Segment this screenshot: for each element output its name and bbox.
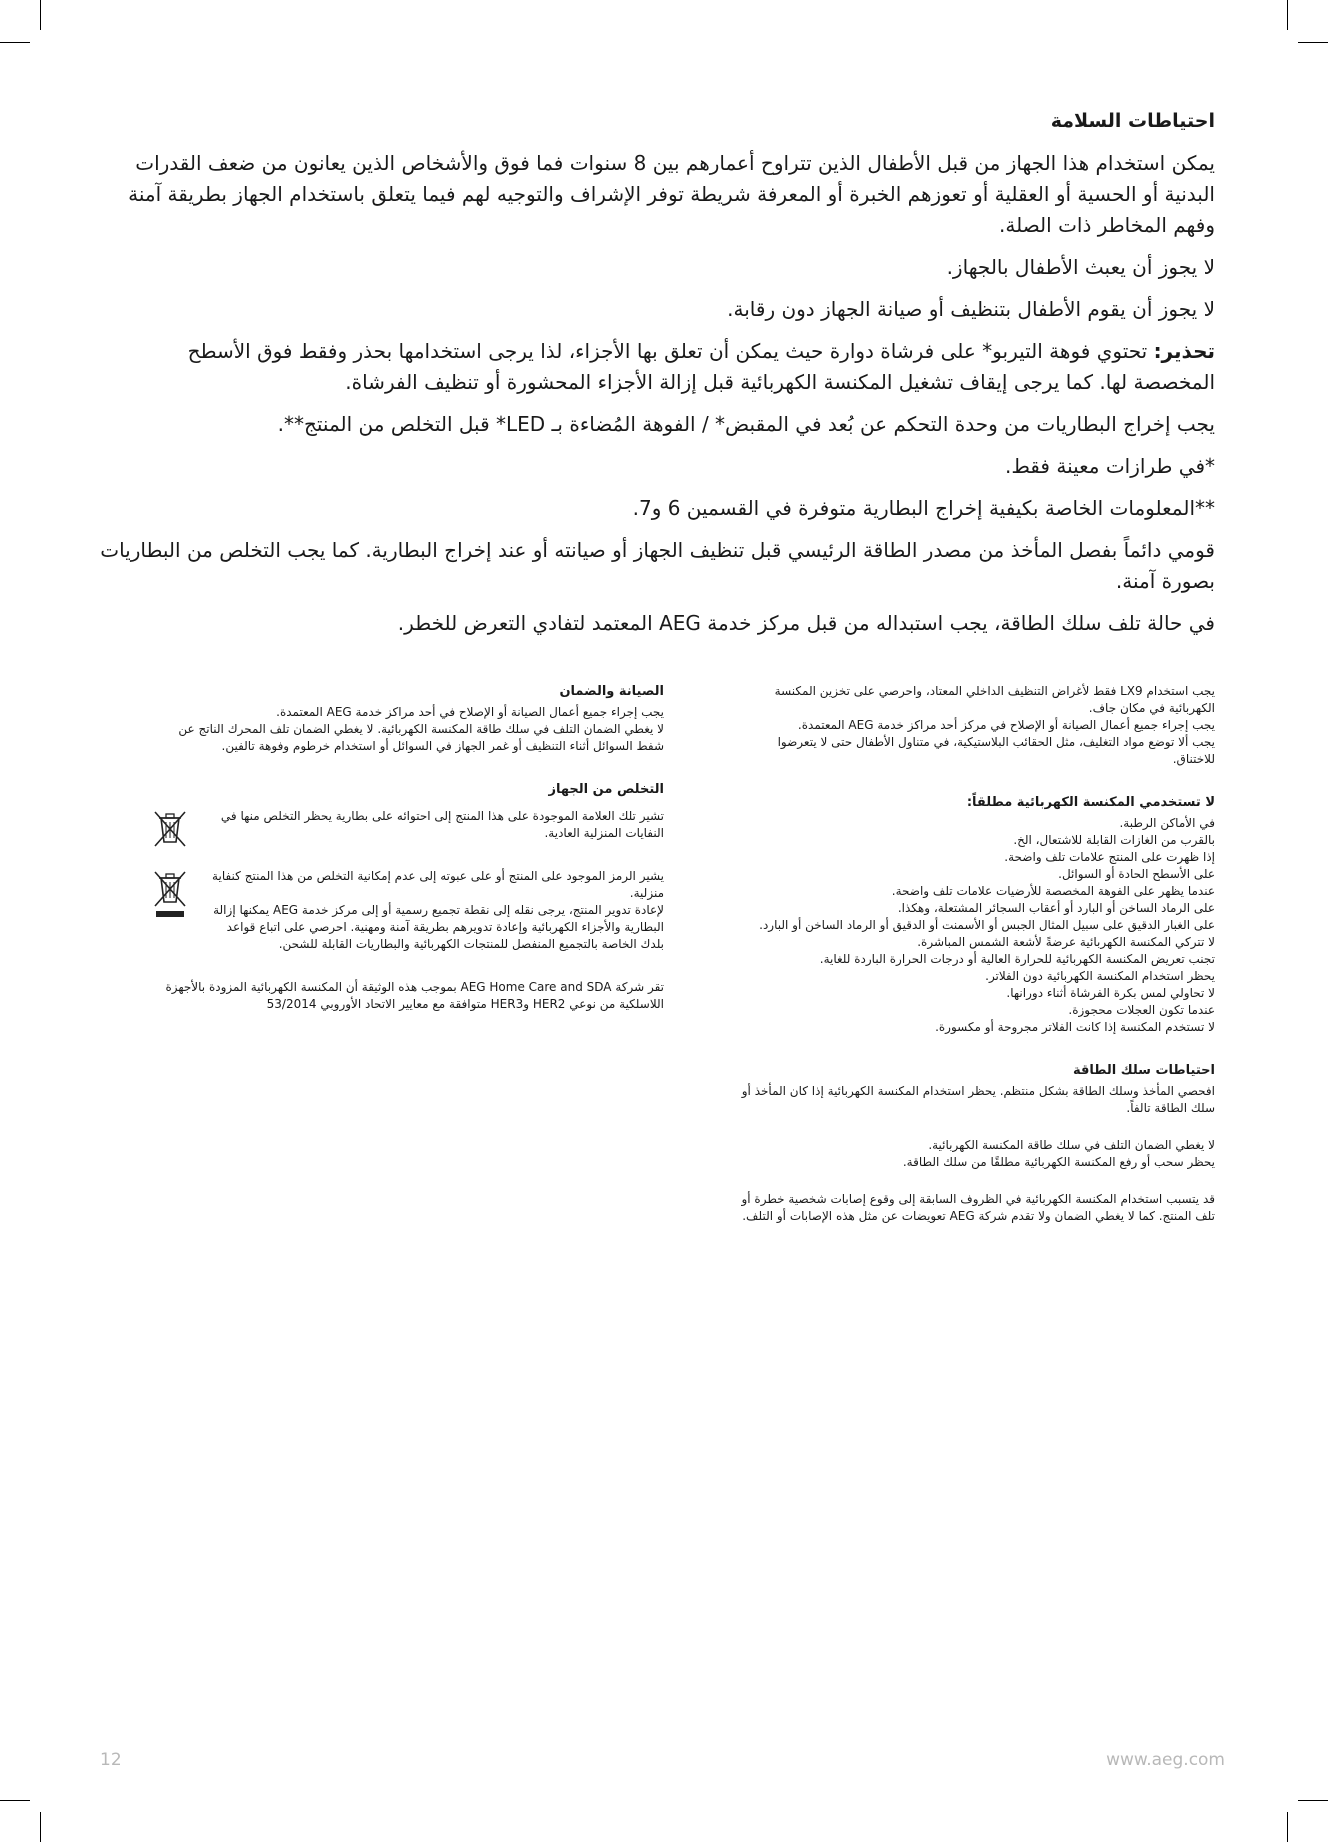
website-link[interactable]: www.aeg.com xyxy=(1106,1750,1225,1770)
crop-mark xyxy=(1298,1800,1328,1801)
crop-mark xyxy=(1287,0,1288,30)
disposal-paragraph: تشير تلك العلامة الموجودة على هذا المنتج إلى احتوائه على بطارية يحظر التخلص منها في النفايات المنزلية العادية. xyxy=(220,809,664,840)
disposal-paragraph: يشير الرمز الموجود على المنتج أو على عبوته إلى عدم إمكانية التخلص من هذا المنتج كنفاية منزلية. xyxy=(212,869,664,900)
crop-mark xyxy=(0,1800,30,1801)
list-item: لا تحاولي لمس بكرة الفرشاة أثناء دورانها. xyxy=(1006,986,1215,1000)
cord-paragraph: لا يغطي الضمان التلف في سلك طاقة المكنسة الكهربائية. xyxy=(928,1138,1215,1152)
cord-paragraph: يحظر سحب أو رفع المكنسة الكهربائية مطلقًا من سلك الطاقة. xyxy=(902,1155,1215,1169)
warning-text: تحتوي فوهة التيربو* على فرشاة دوارة حيث يمكن أن تعلق بها الأجزاء، لذا يرجى استخدامها بحذر وفقط فوق الأسطح المخصصة لها. كما يرجى إيقاف تشغيل المكنسة الكهربائية قبل إزالة الأجزاء المحشورة أو تنظيف الفرشاة. xyxy=(187,339,1215,394)
weee-bin-icon xyxy=(148,868,192,918)
battery-disposal-row xyxy=(148,808,664,848)
list-item: تجنب تعريض المكنسة الكهربائية للحرارة العالية أو درجات الحرارة الباردة للغاية. xyxy=(819,952,1215,966)
no-use-list xyxy=(732,815,1215,1036)
list-item: على الغبار الدقيق على سبيل المثال الجبس أو الأسمنت أو الدقيق أو الرماد الساخن أو البارد. xyxy=(759,918,1215,932)
intro-line: يجب إجراء جميع أعمال الصيانة أو الإصلاح في مركز أحد مراكز خدمة AEG المعتمدة. xyxy=(797,718,1215,732)
weee-disposal-row xyxy=(148,868,664,953)
right-column xyxy=(732,683,1215,1225)
declaration: تقر شركة AEG Home Care and SDA بموجب هذه الوثيقة أن المكنسة الكهربائية المزودة بالأجهزة اللاسلكية من نوعي HER2 وHER3 متوافقة مع معايير الاتحاد الأوروبي 53/2014 xyxy=(165,980,664,1011)
list-item: يحظر استخدام المكنسة الكهربائية دون الفلاتر. xyxy=(985,969,1215,983)
left-column xyxy=(148,683,664,1013)
crossed-bin-icon xyxy=(148,808,192,848)
safety-paragraph: في حالة تلف سلك الطاقة، يجب استبداله من قبل مركز خدمة AEG المعتمد لتفادي التعرض للخطر. xyxy=(397,611,1215,635)
crop-mark xyxy=(1287,1812,1288,1842)
list-item: في الأماكن الرطبة. xyxy=(1119,816,1215,830)
cord-paragraph: افحصي المأخذ وسلك الطاقة بشكل منتظم. يحظر استخدام المكنسة الكهربائية إذا كان المأخذ أو سلك الطاقة تالفاً. xyxy=(741,1084,1215,1115)
list-item: لا تستخدم المكنسة إذا كانت الفلاتر مجروحة أو مكسورة. xyxy=(935,1020,1215,1034)
list-item: على الرماد الساخن أو البارد أو أعقاب السجائر المشتعلة، وهكذا. xyxy=(897,901,1215,915)
disposal-paragraph: لإعادة تدوير المنتج، يرجى نقله إلى نقطة تجميع رسمية أو إلى مركز خدمة AEG يمكنها إزالة البطارية والأجزاء الكهربائية وإعادة تدويرهم بطريقة آمنة ومهنية. احرصي على اتباع قواعد بلدك الخاصة بالتجميع المنفصل للمنتجات الكهربائية والبطاريات القابلة للشحن. xyxy=(213,903,664,951)
list-item: إذا ظهرت على المنتج علامات تلف واضحة. xyxy=(1004,850,1215,864)
crop-mark xyxy=(40,0,41,30)
intro-line: يجب ألا توضع مواد التغليف، مثل الحقائب البلاستيكية، في متناول الأطفال حتى لا يتعرضوا للاختناق. xyxy=(777,735,1215,766)
no-use-title: لا تستخدمي المكنسة الكهربائية مطلقاً: xyxy=(966,795,1215,810)
crop-mark xyxy=(1298,42,1328,43)
service-title: الصيانة والضمان xyxy=(559,684,664,699)
footnote: *في طرازات معينة فقط. xyxy=(1004,454,1215,478)
list-item: عندما يظهر على الفوهة المخصصة للأرضيات علامات تلف واضحة. xyxy=(891,884,1215,898)
intro-line: يجب استخدام LX9 فقط لأغراض التنظيف الداخلي المعتاد، واحرصي على تخزين المكنسة الكهربائية في مكان جاف. xyxy=(774,684,1215,715)
safety-paragraph: يجب إخراج البطاريات من وحدة التحكم عن بُعد في المقبض* / الفوهة المُضاءة بـ LED* قبل التخلص من المنتج**. xyxy=(277,412,1215,436)
safety-title: احتياطات السلامة xyxy=(1050,110,1215,132)
warning-paragraph xyxy=(100,336,1215,398)
list-item: عندما تكون العجلات محجوزة. xyxy=(1068,1003,1215,1017)
footnote: **المعلومات الخاصة بكيفية إخراج البطارية متوفرة في القسمين 6 و7. xyxy=(632,496,1215,520)
safety-section xyxy=(100,110,1215,650)
page-number: 12 xyxy=(100,1750,122,1770)
cord-paragraph: قد يتسبب استخدام المكنسة الكهربائية في الظروف السابقة إلى وقوع إصابات شخصية خطرة أو تلف المنتج. كما لا يغطي الضمان ولا تقدم شركة AEG تعويضات عن مثل هذه الإصابات أو التلف. xyxy=(741,1192,1215,1223)
list-item: على الأسطح الحادة أو السوائل. xyxy=(1058,867,1215,881)
safety-paragraph: لا يجوز أن يقوم الأطفال بتنظيف أو صيانة الجهاز دون رقابة. xyxy=(727,297,1215,321)
crop-mark xyxy=(0,42,30,43)
list-item: بالقرب من الغازات القابلة للاشتعال، الخ. xyxy=(1013,833,1215,847)
crop-mark xyxy=(40,1812,41,1842)
service-paragraph: لا يغطي الضمان التلف في سلك طاقة المكنسة الكهربائية. لا يغطي الضمان تلف المحرك الناتج عن شفط السوائل أثناء التنظيف أو غمر الجهاز في السوائل أو استخدام خرطوم وفوهة تالفين. xyxy=(178,722,664,753)
safety-paragraph: قومي دائماً بفصل المأخذ من مصدر الطاقة الرئيسي قبل تنظيف الجهاز أو صيانته أو عند إخراج البطارية. كما يجب التخلص من البطاريات بصورة آمنة. xyxy=(100,538,1215,593)
disposal-title: التخلص من الجهاز xyxy=(548,782,664,797)
safety-paragraph: يمكن استخدام هذا الجهاز من قبل الأطفال الذين تتراوح أعمارهم بين 8 سنوات فما فوق والأشخاص الذين يعانون من ضعف القدرات البدنية أو الحسية أو العقلية أو تعوزهم الخبرة أو المعرفة شريطة توفر الإشراف والتوجيه لهم فيما يتعلق باستخدام الجهاز بطريقة آمنة وفهم المخاطر ذات الصلة. xyxy=(128,151,1215,237)
service-paragraph: يجب إجراء جميع أعمال الصيانة أو الإصلاح في أحد مراكز خدمة AEG المعتمدة. xyxy=(276,705,664,719)
cord-title: احتياطات سلك الطاقة xyxy=(1072,1063,1215,1078)
safety-paragraph: لا يجوز أن يعبث الأطفال بالجهاز. xyxy=(946,255,1215,279)
list-item: لا تتركي المكنسة الكهربائية عرضةً لأشعة الشمس المباشرة. xyxy=(917,935,1215,949)
warning-label: تحذير: xyxy=(1153,339,1215,363)
